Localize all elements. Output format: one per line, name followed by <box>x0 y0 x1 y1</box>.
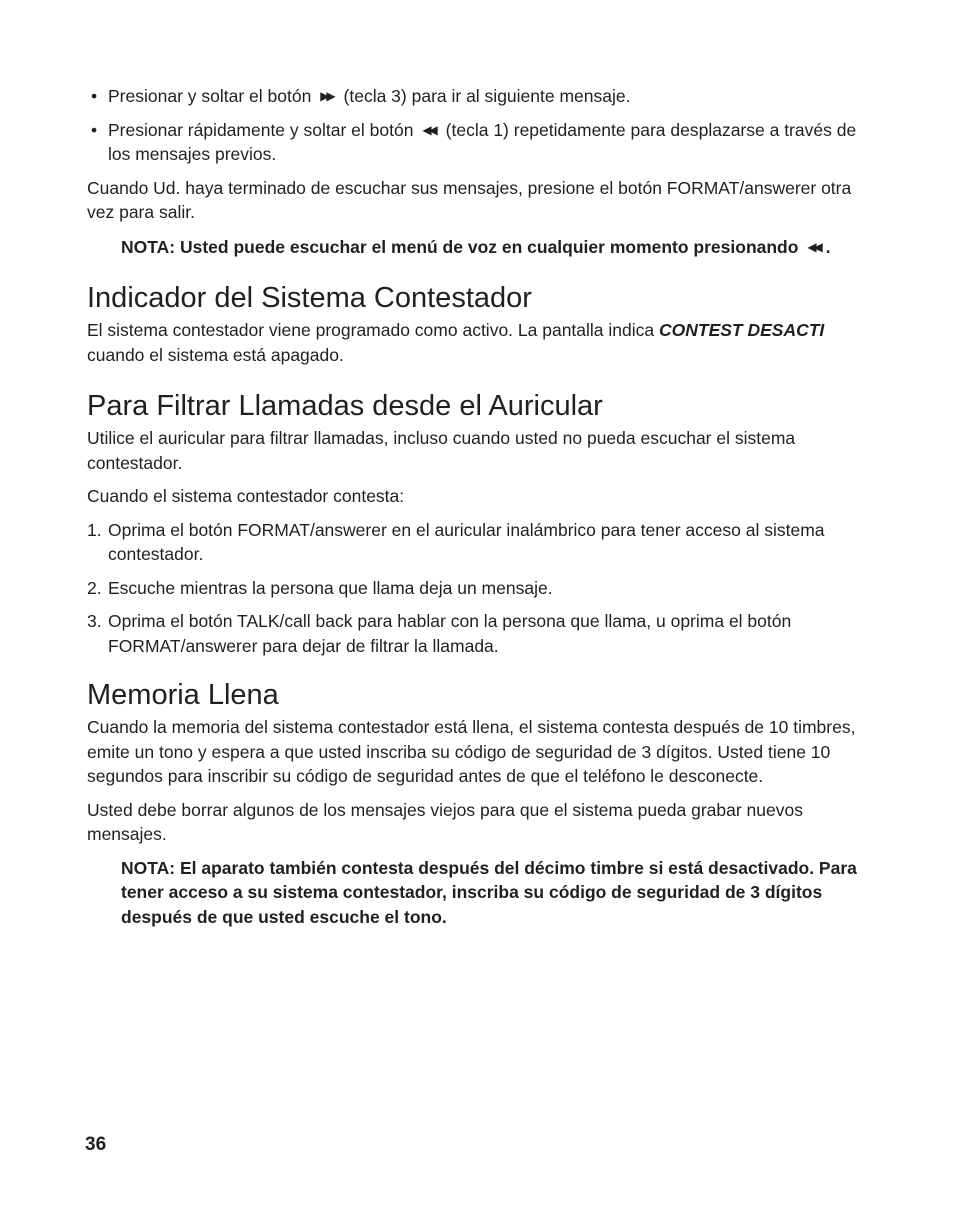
rewind-icon: ◀◀ <box>422 122 435 137</box>
section-title-indicador: Indicador del Sistema Contestador <box>87 282 532 314</box>
section3-paragraph-2: Usted debe borrar algunos de los mensajes viejos para que el sistema pueda grabar nuevos mensajes. <box>87 799 803 844</box>
list-item <box>87 518 857 567</box>
note-end: . <box>825 236 831 257</box>
display-message: CONTEST DESACTI <box>659 320 825 340</box>
section1-text-after: cuando el sistema está apagado. <box>87 344 344 365</box>
step-text: Oprima el botón TALK/call back para hablar con la persona que llama, u oprima el botón FORMAT/answerer para dejar de filtrar la llamada. <box>108 611 792 656</box>
section2-paragraph-2: Cuando el sistema contestador contesta: <box>87 486 405 506</box>
note-text: NOTA: Usted puede escuchar el menú de voz en cualquier momento presionando <box>121 236 799 257</box>
section1-text-before: El sistema contestador viene programado como activo. La pantalla indica <box>87 320 655 340</box>
fast-forward-icon: ▶▶ <box>320 89 333 103</box>
list-item <box>87 118 857 167</box>
bullet-list <box>87 84 857 167</box>
page-number: 36 <box>85 1134 107 1155</box>
note-memoria: NOTA: El aparato también contesta después del décimo timbre si está desactivado. Para tener acceso a su sistema contestador, inscriba su código de seguridad de 3 dígitos después de que usted escuche el tono. <box>121 857 857 927</box>
rewind-icon: ◀◀ <box>807 239 820 254</box>
bullet-text-before: Presionar rápidamente y soltar el botón <box>108 119 414 140</box>
section-title-memoria: Memoria Llena <box>87 679 279 711</box>
steps-list <box>87 518 857 659</box>
section-title-filtrar: Para Filtrar Llamadas desde el Auricular <box>87 390 603 422</box>
section2-paragraph-1: Utilice el auricular para filtrar llamadas, incluso cuando usted no pueda escuchar el sistema contestador. <box>87 428 796 473</box>
step-number: 2. <box>87 577 102 598</box>
list-item <box>87 576 857 601</box>
step-text: Escuche mientras la persona que llama deja un mensaje. <box>108 577 553 598</box>
list-item <box>87 609 857 658</box>
section3-paragraph-1: Cuando la memoria del sistema contestador está llena, el sistema contesta después de 10 timbres, emite un tono y espera a que usted inscriba su código de seguridad de 3 dígitos. Usted tiene 10 segundos para inscribir su código de seguridad antes de que el teléfono le desconecte. <box>87 717 856 786</box>
step-text: Oprima el botón FORMAT/answerer en el auricular inalámbrico para tener acceso al sistema contestador. <box>108 519 825 564</box>
step-number: 1. <box>87 519 102 540</box>
section1-paragraph <box>87 318 857 367</box>
bullet-text-after: (tecla 1) repetidamente para desplazarse a través de los mensajes previos. <box>108 119 857 164</box>
page-content <box>87 84 857 929</box>
step-number: 3. <box>87 611 102 631</box>
bullet-text-after: (tecla 3) para ir al siguiente mensaje. <box>343 86 631 106</box>
note-voice-menu <box>121 235 857 260</box>
intro-paragraph: Cuando Ud. haya terminado de escuchar sus mensajes, presione el botón FORMAT/answerer otra vez para salir. <box>87 177 852 222</box>
bullet-text-before: Presionar y soltar el botón <box>108 86 312 106</box>
list-item <box>87 84 857 109</box>
bullet-dot: • <box>91 119 98 140</box>
bullet-dot: • <box>91 86 98 106</box>
